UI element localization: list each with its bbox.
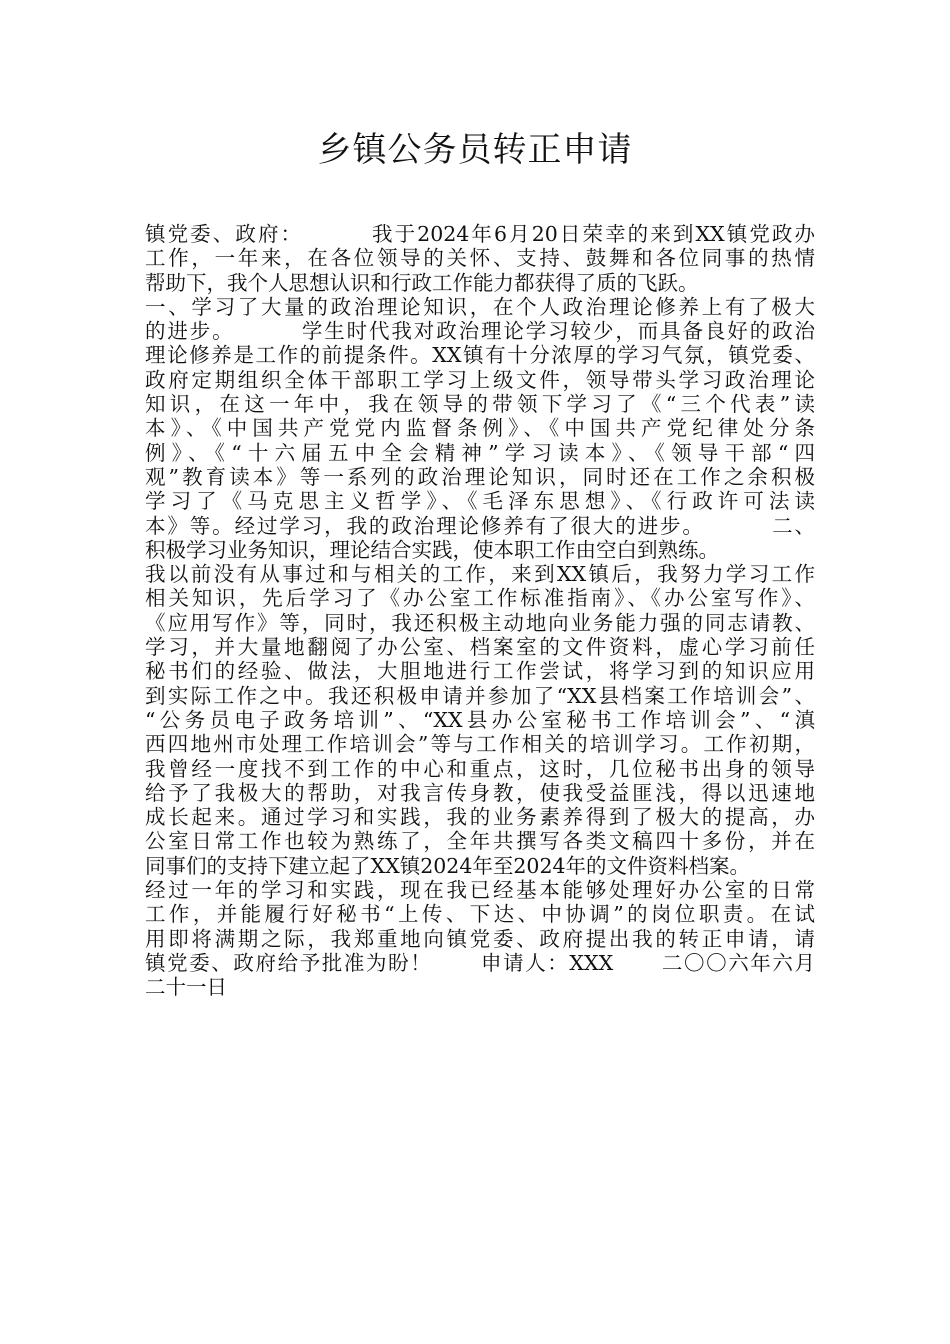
body-line: 我曾经一度找不到工作的中心和重点，这时，几位秘书出身的领导: [145, 756, 815, 781]
body-line: 学习，并大量地翻阅了办公室、档案室的文件资料，虚心学习前任: [145, 635, 815, 660]
body-line: 同事们的支持下建立起了XX镇2024年至2024年的文件资料档案。: [145, 853, 751, 878]
body-line: 成长起来。通过学习和实践，我的业务素养得到了极大的提高，办: [145, 805, 815, 830]
body-line: 秘书们的经验、做法，大胆地进行工作尝试，将学习到的知识应用: [145, 659, 815, 684]
body-line: 例》、《“十六届五中全会精神”学习读本》、《领导干部“四: [145, 440, 815, 465]
document-body: [145, 222, 815, 1000]
body-line: 的进步。 学生时代我对政治理论学习较少，而具备良好的政治: [145, 319, 815, 344]
body-line: 一、学习了大量的政治理论知识，在个人政治理论修养上有了极大: [145, 294, 815, 319]
body-line: 相关知识，先后学习了《办公室工作标准指南》、《办公室写作》、: [145, 586, 815, 611]
body-line: “公务员电子政务培训”、“XX县办公室秘书工作培训会”、“滇: [145, 707, 815, 732]
body-line: 用即将满期之际，我郑重地向镇党委、政府提出我的转正申请，请: [145, 926, 815, 951]
body-line: 工作，一年来，在各位领导的关怀、支持、鼓舞和各位同事的热情: [145, 246, 815, 271]
body-line: 二十一日: [145, 975, 227, 1000]
body-line: 我以前没有从事过和与相关的工作，来到XX镇后，我努力学习工作: [145, 562, 815, 587]
body-line: 观”教育读本》等一系列的政治理论知识，同时还在工作之余积极: [145, 464, 815, 489]
body-line: 理论修养是工作的前提条件。XX镇有十分浓厚的学习气氛，镇党委、: [145, 343, 815, 368]
body-line: 工作，并能履行好秘书“上传、下达、中协调”的岗位职责。在试: [145, 902, 815, 927]
body-line: 《应用写作》等，同时，我还积极主动地向业务能力强的同志请教、: [145, 610, 815, 635]
body-line: 本》等。经过学习，我的政治理论修养有了很大的进步。 二、: [145, 513, 815, 538]
body-line: 西四地州市处理工作培训会”等与工作相关的培训学习。工作初期，: [145, 732, 815, 757]
body-line: 积极学习业务知识，理论结合实践，使本职工作由空白到熟练。: [145, 537, 719, 562]
body-line: 帮助下，我个人思想认识和行政工作能力都获得了质的飞跃。: [145, 270, 699, 295]
body-line: 政府定期组织全体干部职工学习上级文件，领导带头学习政治理论: [145, 367, 815, 392]
body-line: 给予了我极大的帮助，对我言传身教，使我受益匪浅，得以迅速地: [145, 780, 815, 805]
body-line: 镇党委、政府给予批准为盼！ 申请人：XXX 二〇〇六年六月: [145, 950, 815, 975]
document-title: 乡镇公务员转正申请: [317, 130, 633, 170]
body-line: 经过一年的学习和实践，现在我已经基本能够处理好办公室的日常: [145, 878, 815, 903]
body-line: 学习了《马克思主义哲学》、《毛泽东思想》、《行政许可法读: [145, 489, 815, 514]
body-line: 到实际工作之中。我还积极申请并参加了“XX县档案工作培训会”、: [145, 683, 815, 708]
body-line: 知识，在这一年中，我在领导的带领下学习了《“三个代表”读: [145, 392, 815, 417]
body-line: 本》、《中国共产党党内监督条例》、《中国共产党纪律处分条: [145, 416, 815, 441]
body-line: 公室日常工作也较为熟练了，全年共撰写各类文稿四十多份，并在: [145, 829, 815, 854]
body-line: 镇党委、政府： 我于2024年6月20日荣幸的来到XX镇党政办: [145, 222, 815, 246]
